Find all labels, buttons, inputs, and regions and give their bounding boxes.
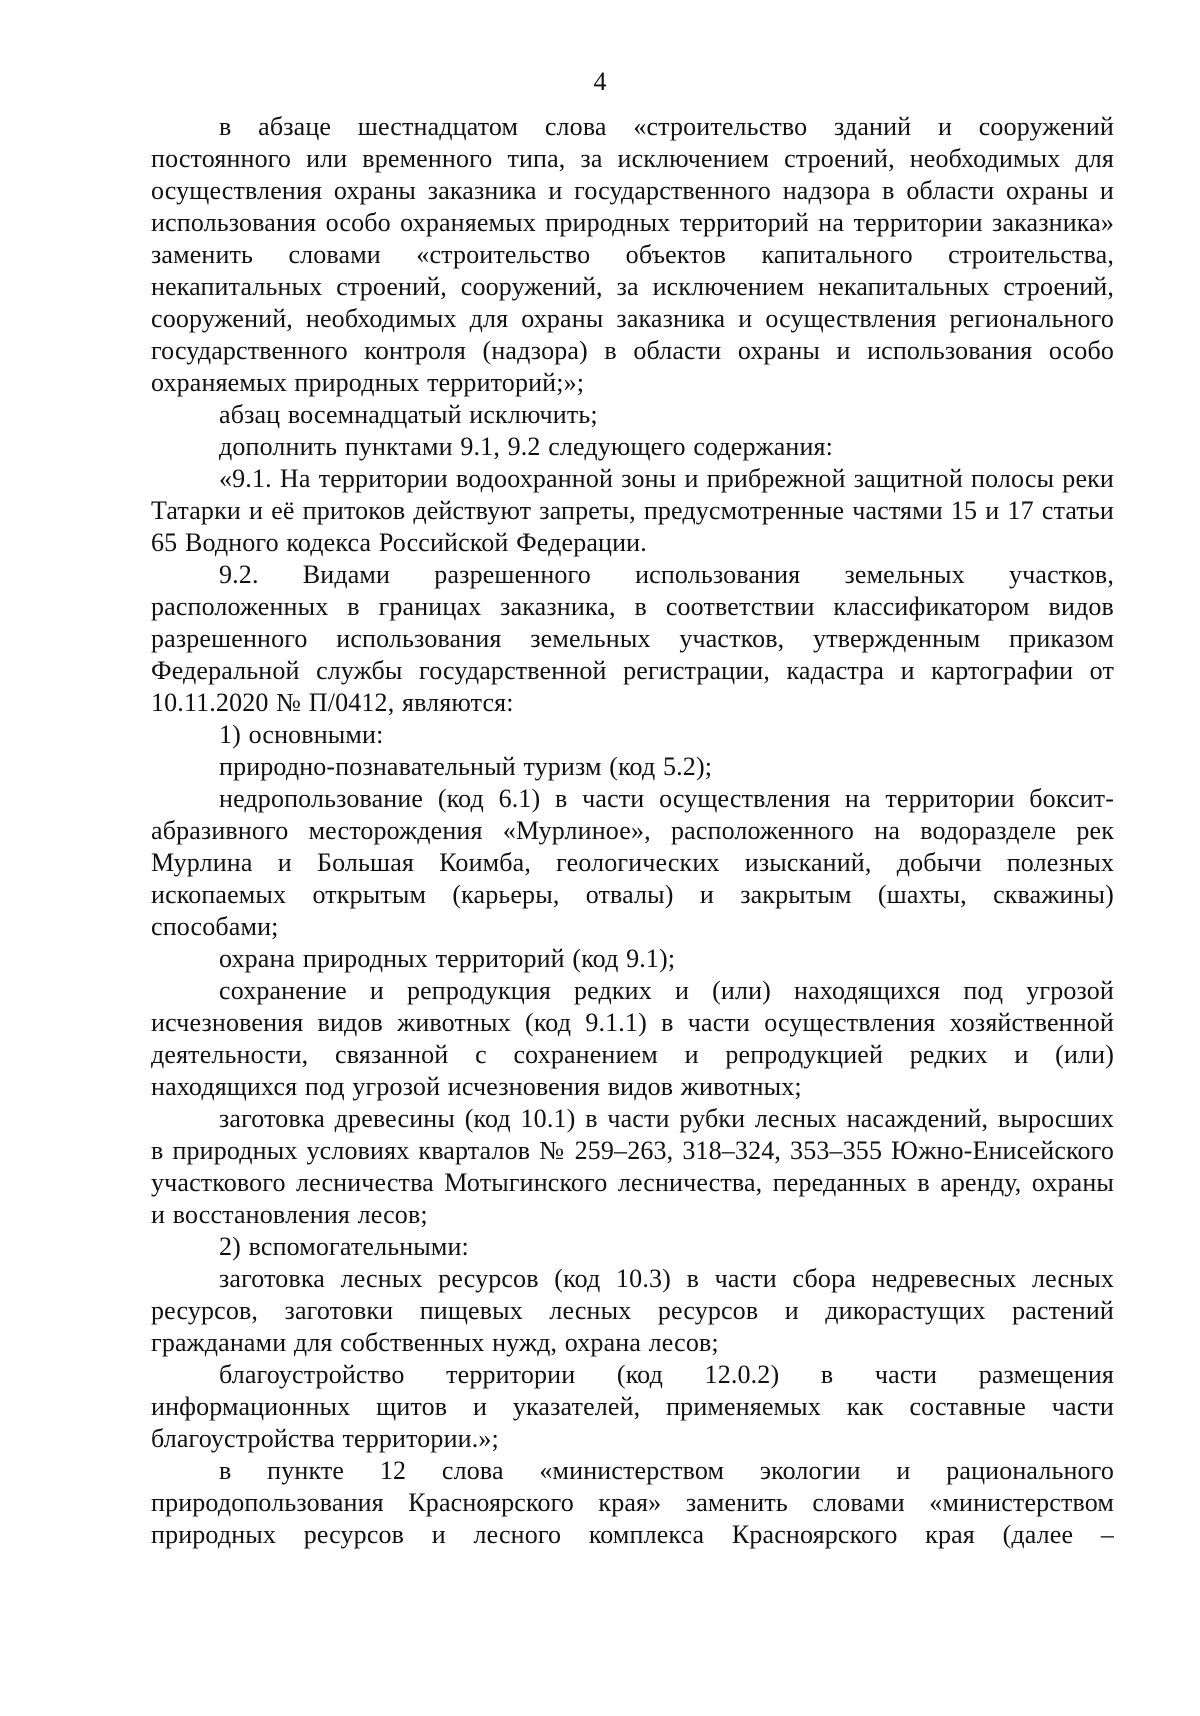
paragraph-11: заготовка древесины (код 10.1) в части рубки лесных насаждений, выросших в природных условиях кварталов № 259–263, 318–324, 353–355 Южно-Енисейского участкового лесничества Мотыгинского лесничества, переданных в аренду, охраны и восстановления лесов;: [151, 1104, 1114, 1229]
paragraph-15: в пункте 12 слова «министерством экологии и рационального природопользования Красноярского края» заменить словами «министерством природных ресурсов и лесного комплекса Красноярского края (далее –: [151, 1456, 1114, 1549]
paragraph-10: сохранение и репродукция редких и (или) находящихся под угрозой исчезновения видов животных (код 9.1.1) в части осуществления хозяйственной деятельности, связанной с сохранением и репродукцией редких и (или) находящихся под угрозой исчезновения видов животных;: [151, 976, 1114, 1101]
page-number: 4: [593, 67, 607, 96]
paragraph-4: «9.1. На территории водоохранной зоны и прибрежной защитной полосы реки Татарки и её притоков действуют запреты, предусмотренные частями 15 и 17 статьи 65 Водного кодекса Российской Федерации.: [151, 464, 1114, 557]
paragraph-3: дополнить пунктами 9.1, 9.2 следующего содержания:: [219, 432, 834, 461]
paragraph-1: в абзаце шестнадцатом слова «строительство зданий и сооружений постоянного или временного типа, за исключением строений, необходимых для осуществления охраны заказника и государственного надзора в области охраны и использования особо охраняемых природных территорий на территории заказника» заменить словами «строительство объектов капитального строительства, некапитальных строений, сооружений, за исключением некапитальных строений, сооружений, необходимых для охраны заказника и осуществления регионального государственного контроля (надзора) в области охраны и использования особо охраняемых природных территорий;»;: [151, 112, 1114, 397]
paragraph-8: недропользование (код 6.1) в части осуществления на территории боксит-абразивного месторождения «Мурлиное», расположенного на водоразделе рек Мурлина и Большая Коимба, геологических изысканий, добычи полезных ископаемых открытым (карьеры, отвалы) и закрытым (шахты, скважины) способами;: [151, 784, 1114, 941]
paragraph-14: благоустройство территории (код 12.0.2) в части размещения информационных щитов и указателей, применяемых как составные части благоустройства территории.»;: [151, 1360, 1114, 1453]
paragraph-7: природно-познавательный туризм (код 5.2);: [219, 752, 713, 781]
paragraph-12: 2) вспомогательными:: [219, 1232, 469, 1261]
paragraph-6: 1) основными:: [219, 720, 384, 749]
document-body: [151, 111, 1114, 1551]
paragraph-13: заготовка лесных ресурсов (код 10.3) в части сбора недревесных лесных ресурсов, заготовки пищевых лесных ресурсов и дикорастущих растений гражданами для собственных нужд, охрана лесов;: [151, 1264, 1114, 1357]
paragraph-9: охрана природных территорий (код 9.1);: [219, 944, 676, 973]
paragraph-2: абзац восемнадцатый исключить;: [219, 400, 598, 429]
paragraph-5: 9.2. Видами разрешенного использования земельных участков, расположенных в границах заказника, в соответствии классификатором видов разрешенного использования земельных участков, утвержденным приказом Федеральной службы государственной регистрации, кадастра и картографии от 10.11.2020 № П/0412, являются:: [151, 560, 1114, 717]
